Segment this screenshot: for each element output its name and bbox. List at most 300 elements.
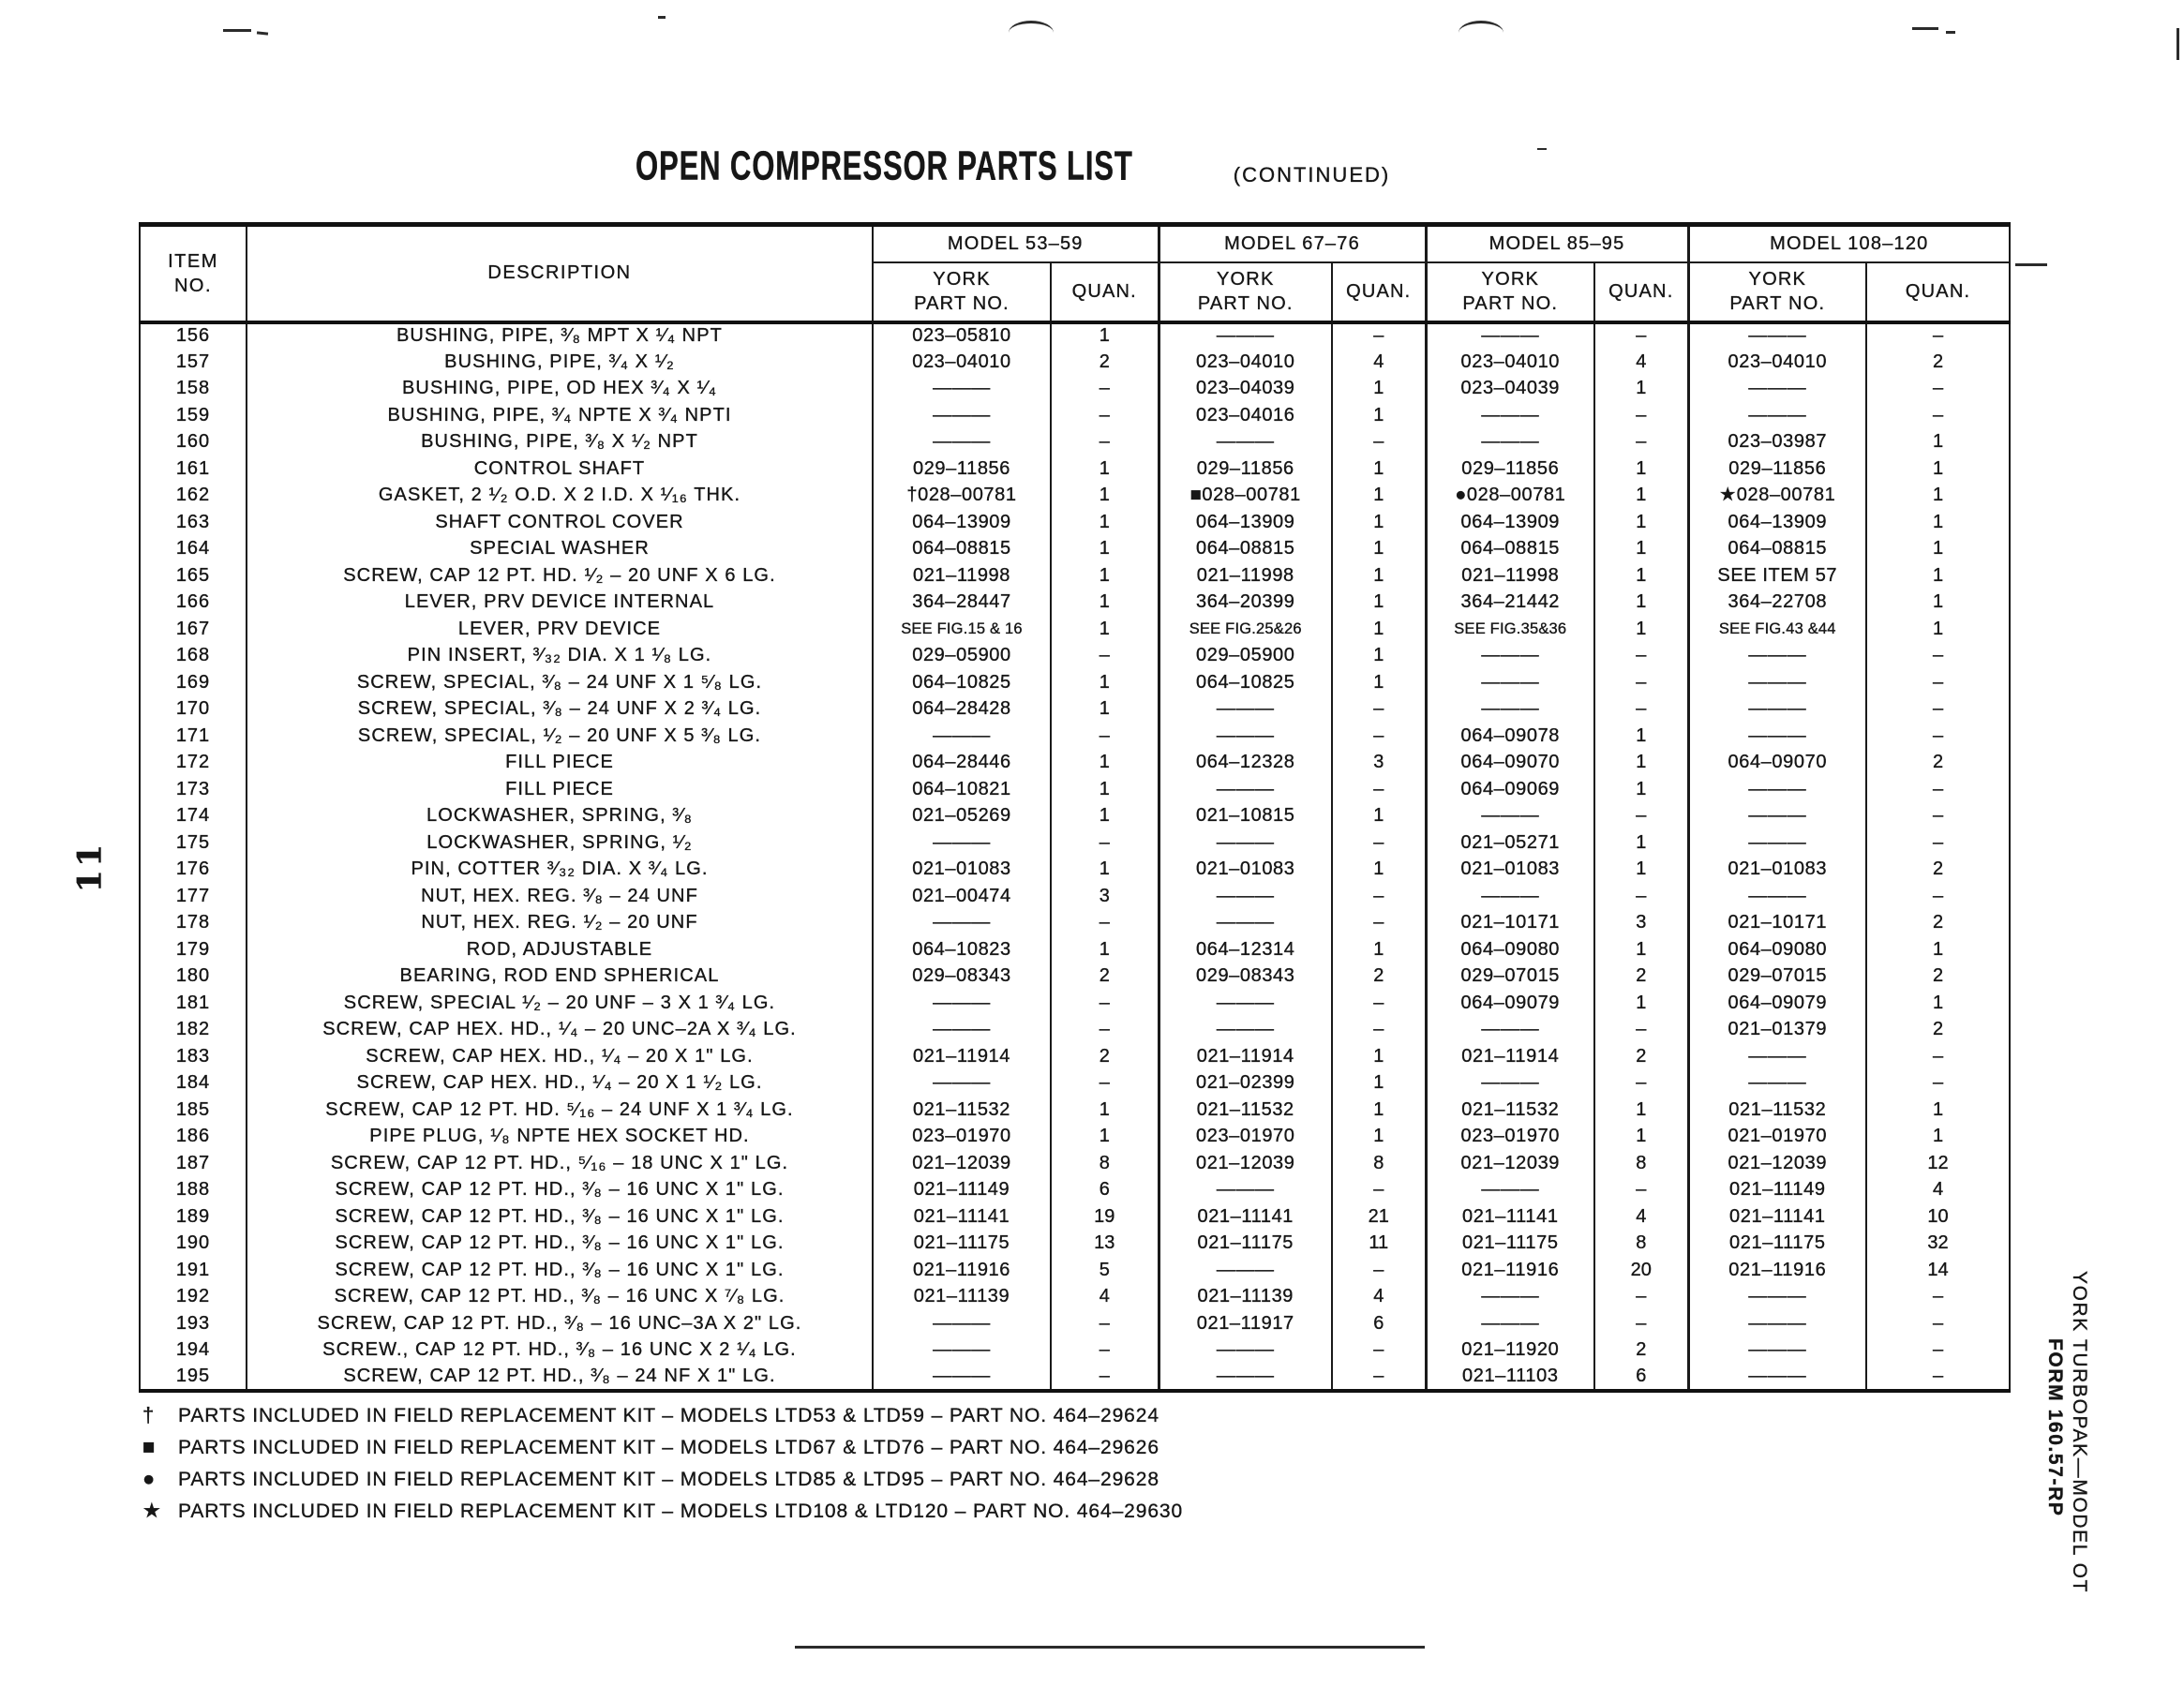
item-no-cell: 182 (140, 1017, 247, 1044)
table-row (140, 1097, 2010, 1124)
quan-cell: 1 (1332, 1097, 1426, 1124)
quan-cell: 1 (1866, 590, 2010, 617)
scan-artifact (1946, 31, 1955, 34)
part-no-cell: 064–28446 (873, 750, 1051, 777)
part-no-cell: 364–20399 (1159, 590, 1332, 617)
table-row (140, 829, 2010, 857)
quan-cell: – (1866, 803, 2010, 830)
quan-cell: – (1051, 1310, 1159, 1337)
table-row (140, 936, 2010, 963)
part-no-cell: 021–11916 (1688, 1257, 1866, 1284)
quan-cell: 1 (1866, 936, 2010, 963)
quan-cell: – (1332, 1364, 1426, 1391)
scan-artifact (2015, 263, 2047, 266)
quan-cell: – (1051, 429, 1159, 456)
part-no-cell: ——— (873, 829, 1051, 857)
table-row (140, 376, 2010, 403)
part-no-cell: 064–09080 (1426, 936, 1594, 963)
quan-cell: – (1866, 776, 2010, 803)
description-cell: SCREW., CAP 12 PT. HD., ³⁄₈ – 16 UNC X 2 ¹⁄₄ LG. (247, 1337, 873, 1365)
item-no-cell: 187 (140, 1150, 247, 1177)
item-no-cell: 189 (140, 1203, 247, 1231)
quan-cell: – (1866, 322, 2010, 350)
description-cell: SCREW, SPECIAL, ³⁄₈ – 24 UNF X 2 ³⁄₄ LG. (247, 696, 873, 724)
part-no-cell: 023–04010 (1426, 349, 1594, 376)
part-no-cell: ——— (873, 429, 1051, 456)
item-no-cell: 157 (140, 349, 247, 376)
table-row (140, 1043, 2010, 1070)
quan-cell: – (1594, 883, 1688, 910)
quan-cell: 2 (1594, 963, 1688, 991)
table-row (140, 429, 2010, 456)
quan-cell: 1 (1866, 616, 2010, 643)
part-no-cell: 021–01083 (1159, 857, 1332, 884)
quan-cell: 1 (1332, 643, 1426, 670)
part-no-cell: ——— (1426, 696, 1594, 724)
part-no-cell: 029–11856 (873, 455, 1051, 483)
part-no-cell: 064–28428 (873, 696, 1051, 724)
quan-cell: 2 (1866, 1017, 2010, 1044)
item-no-cell: 176 (140, 857, 247, 884)
part-no-cell: 021–11175 (1159, 1231, 1332, 1258)
scan-artifact (1009, 21, 1054, 33)
page-number: 11 (70, 841, 110, 893)
quan-cell: 14 (1866, 1257, 2010, 1284)
description-cell: BEARING, ROD END SPHERICAL (247, 963, 873, 991)
description-cell: SPECIAL WASHER (247, 536, 873, 563)
part-no-cell: ——— (873, 1017, 1051, 1044)
description-cell: LEVER, PRV DEVICE INTERNAL (247, 590, 873, 617)
part-no-cell: ——— (1159, 1257, 1332, 1284)
scan-artifact-bottom-line (795, 1646, 1425, 1649)
scan-artifact (658, 16, 666, 19)
item-no-cell: 190 (140, 1231, 247, 1258)
part-no-cell: ——— (1159, 910, 1332, 937)
item-no-cell: 194 (140, 1337, 247, 1365)
column-header-quan: QUAN. (1332, 262, 1426, 322)
table-row (140, 322, 2010, 350)
part-no-cell: 023–04039 (1426, 376, 1594, 403)
part-no-cell: 021–12039 (1426, 1150, 1594, 1177)
quan-cell: – (1866, 696, 2010, 724)
part-no-cell: ——— (1688, 1070, 1866, 1097)
table-row (140, 483, 2010, 510)
part-no-cell: ●028–00781 (1426, 483, 1594, 510)
description-cell: SCREW, CAP 12 PT. HD., ⁵⁄₁₆ – 18 UNC X 1" LG. (247, 1150, 873, 1177)
item-no-cell: 162 (140, 483, 247, 510)
part-no-cell: 021–11139 (873, 1284, 1051, 1311)
description-cell: BUSHING, PIPE, OD HEX ³⁄₄ X ¹⁄₄ (247, 376, 873, 403)
quan-cell: 5 (1051, 1257, 1159, 1284)
quan-cell: 6 (1051, 1177, 1159, 1204)
item-no-cell: 171 (140, 723, 247, 750)
column-header-description: DESCRIPTION (247, 225, 873, 322)
quan-cell: – (1332, 829, 1426, 857)
quan-cell: 1 (1594, 376, 1688, 403)
quan-cell: 1 (1051, 1097, 1159, 1124)
quan-cell: – (1051, 990, 1159, 1017)
table-row (140, 1124, 2010, 1151)
part-no-cell: 064–09070 (1688, 750, 1866, 777)
part-no-cell: ——— (1426, 322, 1594, 350)
item-no-cell: 158 (140, 376, 247, 403)
part-no-cell: ——— (1688, 883, 1866, 910)
part-no-cell: 021–11532 (1426, 1097, 1594, 1124)
footnote-kit-ltd85-ltd95 (142, 1467, 1159, 1491)
quan-cell: – (1594, 429, 1688, 456)
item-no-cell: 186 (140, 1124, 247, 1151)
quan-cell: – (1866, 723, 2010, 750)
quan-cell: – (1332, 990, 1426, 1017)
table-row (140, 1284, 2010, 1311)
part-no-cell: 023–04039 (1159, 376, 1332, 403)
quan-cell: – (1051, 910, 1159, 937)
quan-cell: 4 (1866, 1177, 2010, 1204)
part-no-cell: 064–09080 (1688, 936, 1866, 963)
quan-cell: – (1051, 1017, 1159, 1044)
quan-cell: 1 (1051, 455, 1159, 483)
part-no-cell: 021–11141 (1159, 1203, 1332, 1231)
part-no-cell: 064–10821 (873, 776, 1051, 803)
quan-cell: – (1866, 402, 2010, 429)
quan-cell: 6 (1332, 1310, 1426, 1337)
part-no-cell: 023–04010 (1159, 349, 1332, 376)
quan-cell: 8 (1332, 1150, 1426, 1177)
quan-cell: 2 (1866, 963, 2010, 991)
quan-cell: 1 (1051, 483, 1159, 510)
part-no-cell: 021–11914 (873, 1043, 1051, 1070)
item-no-cell: 188 (140, 1177, 247, 1204)
part-no-cell: 064–09069 (1426, 776, 1594, 803)
quan-cell: 13 (1051, 1231, 1159, 1258)
part-no-cell: 021–10171 (1426, 910, 1594, 937)
quan-cell: 1 (1051, 669, 1159, 696)
quan-cell: 1 (1866, 990, 2010, 1017)
table-row (140, 562, 2010, 590)
part-no-cell: 029–08343 (873, 963, 1051, 991)
part-no-cell: ——— (1688, 776, 1866, 803)
quan-cell: – (1866, 1364, 2010, 1391)
description-cell: SCREW, CAP 12 PT. HD., ³⁄₈ – 16 UNC–3A X 2" LG. (247, 1310, 873, 1337)
part-no-cell: 021–05271 (1426, 829, 1594, 857)
part-no-cell: ——— (1426, 1070, 1594, 1097)
part-no-cell: ——— (873, 990, 1051, 1017)
part-no-cell: 021–10815 (1159, 803, 1332, 830)
table-row (140, 723, 2010, 750)
description-cell: SCREW, CAP 12 PT. HD. ¹⁄₂ – 20 UNF X 6 LG. (247, 562, 873, 590)
quan-cell: 1 (1866, 455, 2010, 483)
item-no-cell: 180 (140, 963, 247, 991)
quan-cell: 1 (1051, 1124, 1159, 1151)
part-no-cell: 064–13909 (1688, 509, 1866, 536)
item-no-cell: 179 (140, 936, 247, 963)
item-no-cell: 185 (140, 1097, 247, 1124)
part-no-cell: 021–12039 (1159, 1150, 1332, 1177)
page-title-suffix: (CONTINUED) (1233, 163, 1391, 187)
part-no-cell: 029–11856 (1688, 455, 1866, 483)
part-no-cell: ——— (1688, 669, 1866, 696)
part-no-cell: SEE ITEM 57 (1688, 562, 1866, 590)
scan-artifact (223, 29, 251, 32)
part-no-cell: 021–11141 (873, 1203, 1051, 1231)
quan-cell: – (1594, 669, 1688, 696)
item-no-cell: 173 (140, 776, 247, 803)
column-header-quan: QUAN. (1051, 262, 1159, 322)
quan-cell: 3 (1332, 750, 1426, 777)
table-row (140, 750, 2010, 777)
quan-cell: 1 (1594, 616, 1688, 643)
table-row (140, 1310, 2010, 1337)
part-no-cell: ——— (1688, 1284, 1866, 1311)
item-no-cell: 165 (140, 562, 247, 590)
part-no-cell: ——— (1688, 1364, 1866, 1391)
table-row (140, 910, 2010, 937)
table-row (140, 1337, 2010, 1365)
part-no-cell: ——— (1159, 322, 1332, 350)
part-no-cell: 064–08815 (873, 536, 1051, 563)
part-no-cell: ——— (1688, 723, 1866, 750)
part-no-cell: ——— (1159, 990, 1332, 1017)
part-no-cell: ——— (1688, 803, 1866, 830)
quan-cell: 1 (1594, 723, 1688, 750)
part-no-cell: 064–12314 (1159, 936, 1332, 963)
part-no-cell: 021–11141 (1688, 1203, 1866, 1231)
quan-cell: – (1332, 910, 1426, 937)
part-no-cell: 021–11532 (873, 1097, 1051, 1124)
description-cell: FILL PIECE (247, 776, 873, 803)
part-no-cell: ——— (873, 376, 1051, 403)
description-cell: SCREW, CAP 12 PT. HD., ³⁄₈ – 16 UNC X 1" LG. (247, 1177, 873, 1204)
table-row (140, 696, 2010, 724)
part-no-cell: ——— (1159, 1337, 1332, 1365)
column-header-york-part-no: YORK PART NO. (1426, 262, 1594, 322)
part-no-cell: 023–01970 (873, 1124, 1051, 1151)
page-title-main: OPEN COMPRESSOR PARTS LIST (636, 142, 1133, 188)
description-cell: SCREW, CAP 12 PT. HD., ³⁄₈ – 16 UNC X 1" LG. (247, 1257, 873, 1284)
quan-cell: 20 (1594, 1257, 1688, 1284)
quan-cell: 1 (1051, 696, 1159, 724)
quan-cell: – (1594, 402, 1688, 429)
quan-cell: 19 (1051, 1203, 1159, 1231)
quan-cell: 1 (1594, 1124, 1688, 1151)
quan-cell: 1 (1594, 455, 1688, 483)
part-no-cell: 023–04010 (873, 349, 1051, 376)
column-header-york-part-no: YORK PART NO. (1159, 262, 1332, 322)
part-no-cell: 021–11917 (1159, 1310, 1332, 1337)
scan-artifact (1912, 27, 1938, 30)
item-no-cell: 161 (140, 455, 247, 483)
part-no-cell: 021–01970 (1688, 1124, 1866, 1151)
part-no-cell: ——— (1688, 1310, 1866, 1337)
quan-cell: 2 (1594, 1043, 1688, 1070)
quan-cell: – (1866, 829, 2010, 857)
part-no-cell: 064–08815 (1159, 536, 1332, 563)
column-header-york-part-no: YORK PART NO. (873, 262, 1051, 322)
quan-cell: 1 (1594, 509, 1688, 536)
quan-cell: 1 (1594, 990, 1688, 1017)
part-no-cell: 021–11175 (1688, 1231, 1866, 1258)
item-no-cell: 195 (140, 1364, 247, 1391)
quan-cell: – (1594, 643, 1688, 670)
item-no-cell: 192 (140, 1284, 247, 1311)
quan-cell: – (1332, 429, 1426, 456)
part-no-cell: 064–08815 (1426, 536, 1594, 563)
description-cell: SCREW, SPECIAL, ³⁄₈ – 24 UNF X 1 ⁵⁄₈ LG. (247, 669, 873, 696)
quan-cell: – (1866, 1310, 2010, 1337)
description-cell: SHAFT CONTROL COVER (247, 509, 873, 536)
quan-cell: 1 (1332, 536, 1426, 563)
part-no-cell: ——— (1688, 696, 1866, 724)
quan-cell: – (1594, 1310, 1688, 1337)
circle-icon: ● (142, 1467, 157, 1490)
quan-cell: 1 (1866, 483, 2010, 510)
quan-cell: 1 (1332, 1124, 1426, 1151)
part-no-cell: ——— (1159, 829, 1332, 857)
quan-cell: 2 (1866, 750, 2010, 777)
table-row (140, 883, 2010, 910)
part-no-cell: ——— (1426, 1177, 1594, 1204)
quan-cell: – (1051, 829, 1159, 857)
description-cell: PIN, COTTER ³⁄₃₂ DIA. X ³⁄₄ LG. (247, 857, 873, 884)
quan-cell: 1 (1594, 829, 1688, 857)
quan-cell: 4 (1051, 1284, 1159, 1311)
part-no-cell: ——— (1688, 1043, 1866, 1070)
quan-cell: – (1594, 803, 1688, 830)
column-header-model-85-95: MODEL 85–95 (1426, 225, 1688, 262)
part-no-cell: 364–28447 (873, 590, 1051, 617)
quan-cell: 1 (1332, 562, 1426, 590)
quan-cell: – (1332, 1257, 1426, 1284)
part-no-cell: 064–13909 (1159, 509, 1332, 536)
part-no-cell: 064–09078 (1426, 723, 1594, 750)
square-icon: ■ (142, 1435, 157, 1458)
quan-cell: 2 (1051, 963, 1159, 991)
part-no-cell: ——— (1159, 776, 1332, 803)
quan-cell: 1 (1051, 750, 1159, 777)
quan-cell: 1 (1866, 536, 2010, 563)
quan-cell: 1 (1866, 1097, 2010, 1124)
item-no-cell: 181 (140, 990, 247, 1017)
part-no-cell: 021–11998 (873, 562, 1051, 590)
table-row (140, 643, 2010, 670)
description-cell: LEVER, PRV DEVICE (247, 616, 873, 643)
part-no-cell: †028–00781 (873, 483, 1051, 510)
part-no-cell: 021–11920 (1426, 1337, 1594, 1365)
description-cell: PIPE PLUG, ¹⁄₈ NPTE HEX SOCKET HD. (247, 1124, 873, 1151)
scan-artifact (257, 31, 268, 35)
quan-cell: 1 (1594, 562, 1688, 590)
quan-cell: 1 (1051, 590, 1159, 617)
part-no-cell: 364–21442 (1426, 590, 1594, 617)
part-no-cell: ——— (1159, 429, 1332, 456)
item-no-cell: 183 (140, 1043, 247, 1070)
part-no-cell: 364–22708 (1688, 590, 1866, 617)
footnote-text: PARTS INCLUDED IN FIELD REPLACEMENT KIT – MODELS LTD85 & LTD95 – PART NO. 464–29628 (178, 1469, 1159, 1490)
item-no-cell: 169 (140, 669, 247, 696)
scan-artifact (1537, 148, 1547, 150)
quan-cell: – (1332, 696, 1426, 724)
item-no-cell: 172 (140, 750, 247, 777)
part-no-cell: 064–10825 (873, 669, 1051, 696)
column-header-model-53-59: MODEL 53–59 (873, 225, 1159, 262)
part-no-cell: 021–11998 (1426, 562, 1594, 590)
part-no-cell: 064–13909 (1426, 509, 1594, 536)
part-no-cell: ——— (1426, 429, 1594, 456)
part-no-cell: 023–01970 (1426, 1124, 1594, 1151)
column-header-model-67-76: MODEL 67–76 (1159, 225, 1426, 262)
part-no-cell: ——— (1426, 1017, 1594, 1044)
column-header-model-108-120: MODEL 108–120 (1688, 225, 2010, 262)
quan-cell: – (1866, 1284, 2010, 1311)
quan-cell: 4 (1332, 1284, 1426, 1311)
quan-cell: 1 (1051, 936, 1159, 963)
quan-cell: – (1051, 723, 1159, 750)
part-no-cell: ——— (873, 1070, 1051, 1097)
quan-cell: 1 (1332, 402, 1426, 429)
quan-cell: – (1051, 643, 1159, 670)
part-no-cell: ——— (1159, 883, 1332, 910)
table-row (140, 803, 2010, 830)
quan-cell: 1 (1051, 562, 1159, 590)
quan-cell: 1 (1594, 1097, 1688, 1124)
quan-cell: 1 (1332, 483, 1426, 510)
quan-cell: 1 (1332, 376, 1426, 403)
dagger-icon: † (142, 1403, 156, 1426)
part-no-cell: ——— (1159, 1017, 1332, 1044)
quan-cell: 11 (1332, 1231, 1426, 1258)
quan-cell: 1 (1594, 536, 1688, 563)
quan-cell: 4 (1594, 349, 1688, 376)
part-no-cell: 021–11149 (1688, 1177, 1866, 1204)
part-no-cell: 021–11532 (1159, 1097, 1332, 1124)
part-no-cell: ——— (1688, 322, 1866, 350)
side-text-form-number: FORM 160.57-RP (2044, 1338, 2066, 1517)
part-no-cell: ——— (1426, 402, 1594, 429)
column-header-quan: QUAN. (1866, 262, 2010, 322)
quan-cell: – (1866, 883, 2010, 910)
quan-cell: 3 (1051, 883, 1159, 910)
quan-cell: – (1594, 1070, 1688, 1097)
quan-cell: 2 (1051, 1043, 1159, 1070)
part-no-cell: 029–11856 (1426, 455, 1594, 483)
part-no-cell: ——— (1688, 643, 1866, 670)
description-cell: SCREW, SPECIAL ¹⁄₂ – 20 UNF – 3 X 1 ³⁄₄ LG. (247, 990, 873, 1017)
part-no-cell: ——— (873, 1364, 1051, 1391)
quan-cell: 1 (1594, 590, 1688, 617)
part-no-cell: 029–05900 (1159, 643, 1332, 670)
part-no-cell: 021–11532 (1688, 1097, 1866, 1124)
quan-cell: 1 (1866, 509, 2010, 536)
column-header-york-part-no: YORK PART NO. (1688, 262, 1866, 322)
quan-cell: 1 (1051, 322, 1159, 350)
part-no-cell: 021–01083 (873, 857, 1051, 884)
quan-cell: – (1051, 402, 1159, 429)
part-no-cell: 023–03987 (1688, 429, 1866, 456)
part-no-cell: 021–11149 (873, 1177, 1051, 1204)
part-no-cell: 021–11914 (1159, 1043, 1332, 1070)
part-no-cell: ——— (873, 1310, 1051, 1337)
description-cell: SCREW, CAP HEX. HD., ¹⁄₄ – 20 UNC–2A X ³⁄₄ LG. (247, 1017, 873, 1044)
part-no-cell: 021–01379 (1688, 1017, 1866, 1044)
part-no-cell: 021–05269 (873, 803, 1051, 830)
quan-cell: 1 (1051, 616, 1159, 643)
item-no-cell: 167 (140, 616, 247, 643)
part-no-cell: 064–08815 (1688, 536, 1866, 563)
quan-cell: 1 (1594, 750, 1688, 777)
footnote-kit-ltd53-ltd59 (142, 1403, 1159, 1427)
description-cell: FILL PIECE (247, 750, 873, 777)
part-no-cell: 064–12328 (1159, 750, 1332, 777)
